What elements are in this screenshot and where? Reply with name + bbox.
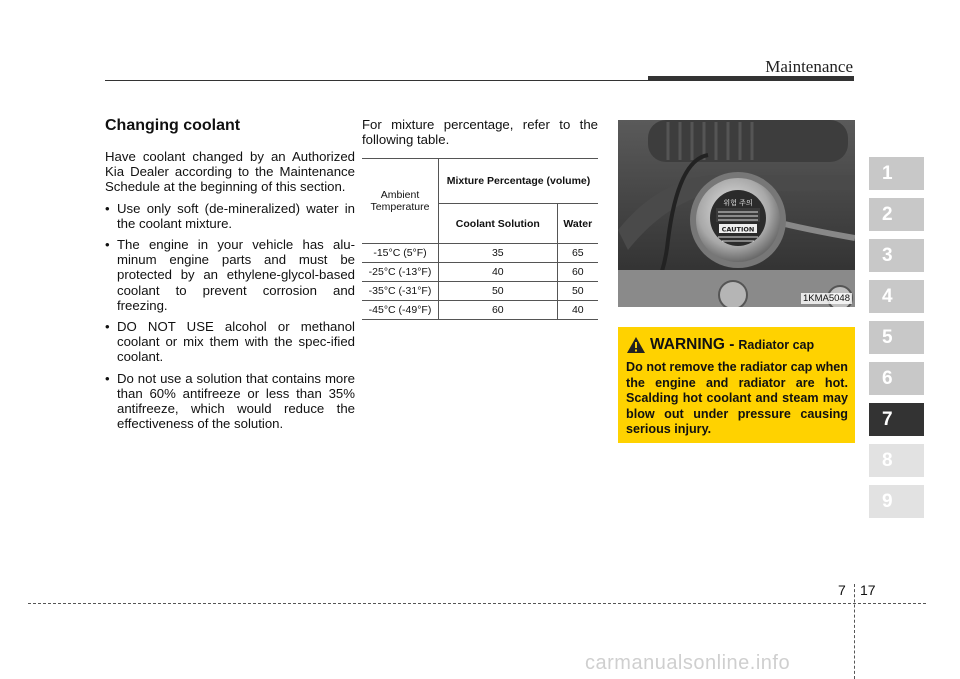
footer-rule bbox=[28, 603, 926, 604]
watermark-text: carmanualsonline.info bbox=[585, 652, 791, 674]
header-coolant: Coolant Solution bbox=[439, 204, 558, 244]
bullet-glyph: • bbox=[105, 200, 110, 216]
cell-temp: -35°C (-31°F) bbox=[362, 282, 439, 301]
cell-coolant: 35 bbox=[439, 244, 558, 263]
cell-temp: -45°C (-49°F) bbox=[362, 301, 439, 320]
bullet-text: The engine in your vehicle has alu-minum engine parts and must be protected by an ethylene-glycol-based coolant to prevent corrosion and freezing. bbox=[117, 237, 355, 313]
chapter-tab-3[interactable]: 3 bbox=[869, 239, 924, 272]
bullet-text: Do not use a solution that contains more than 60% antifreeze or less than 35% antifreeze, which would reduce the effectiveness of the solution. bbox=[117, 370, 355, 432]
warning-box bbox=[618, 327, 855, 443]
cell-temp: -15°C (5°F) bbox=[362, 244, 439, 263]
bullet-item bbox=[105, 201, 355, 231]
cell-water: 60 bbox=[557, 263, 598, 282]
chapter-tab-5[interactable]: 5 bbox=[869, 321, 924, 354]
header-mixture: Mixture Percentage (volume) bbox=[439, 159, 599, 204]
chapter-tab-9[interactable]: 9 bbox=[869, 485, 924, 518]
cell-water: 40 bbox=[557, 301, 598, 320]
warning-triangle-icon bbox=[626, 336, 646, 354]
bullet-glyph: • bbox=[105, 237, 110, 253]
header-bar bbox=[648, 76, 854, 81]
chapter-tab-8[interactable]: 8 bbox=[869, 444, 924, 477]
mixture-table bbox=[362, 158, 598, 320]
cell-coolant: 60 bbox=[439, 301, 558, 320]
warning-text: Do not remove the radiator cap when the engine and radiator are hot. Scalding hot coolant and steam may blow out under pressure causing serious injury. bbox=[626, 360, 848, 436]
chapter-tab-4[interactable]: 4 bbox=[869, 280, 924, 313]
section-title: Changing coolant bbox=[105, 117, 241, 134]
cell-water: 50 bbox=[557, 282, 598, 301]
page-chapter-number: 7 bbox=[838, 582, 846, 598]
chapter-tab-2[interactable]: 2 bbox=[869, 198, 924, 231]
warning-word: WARNING - bbox=[650, 336, 735, 353]
table-row bbox=[362, 301, 598, 320]
table-row bbox=[362, 282, 598, 301]
warning-subject: Radiator cap bbox=[738, 338, 815, 352]
bullet-text: DO NOT USE alcohol or methanol coolant or mix them with the spec-ified coolant. bbox=[117, 319, 355, 365]
chapter-tab-1[interactable]: 1 bbox=[869, 157, 924, 190]
table-row bbox=[362, 244, 598, 263]
radiator-cap-illustration bbox=[618, 120, 855, 307]
bullet-item bbox=[105, 371, 355, 432]
figure-label: 1KMA5048 bbox=[802, 293, 850, 304]
table-intro-block bbox=[362, 117, 598, 147]
bullet-item bbox=[105, 237, 355, 313]
header-rule bbox=[105, 80, 650, 81]
bullet-glyph: • bbox=[105, 370, 110, 386]
bullet-text: Use only soft (de-mineralized) water in the coolant mixture. bbox=[117, 200, 355, 231]
table-row bbox=[362, 263, 598, 282]
cell-coolant: 40 bbox=[439, 263, 558, 282]
chapter-tabs bbox=[869, 157, 924, 526]
footer-separator bbox=[854, 584, 855, 679]
cell-water: 65 bbox=[557, 244, 598, 263]
table-intro: For mixture percentage, refer to the following table. bbox=[362, 117, 598, 148]
warning-header bbox=[626, 336, 848, 354]
text-column bbox=[105, 117, 355, 437]
cell-temp: -25°C (-13°F) bbox=[362, 263, 439, 282]
page-number: 17 bbox=[860, 582, 876, 598]
bullet-item bbox=[105, 319, 355, 365]
header-ambient: Ambient Temperature bbox=[362, 159, 439, 244]
header-water: Water bbox=[557, 204, 598, 244]
page-header-title: Maintenance bbox=[765, 57, 853, 76]
bullet-glyph: • bbox=[105, 319, 110, 335]
cap-korean-label: 위험 주의 bbox=[723, 199, 753, 207]
chapter-tab-6[interactable]: 6 bbox=[869, 362, 924, 395]
cell-coolant: 50 bbox=[439, 282, 558, 301]
intro-paragraph: Have coolant changed by an Authorized Kia Dealer according to the Maintenance Schedule at the beginning of this section. bbox=[105, 149, 355, 195]
chapter-tab-7[interactable]: 7 bbox=[869, 403, 924, 436]
cap-caution-label: CAUTION bbox=[721, 225, 755, 234]
radiator-cap-photo bbox=[618, 120, 855, 307]
bullet-list bbox=[105, 201, 355, 432]
